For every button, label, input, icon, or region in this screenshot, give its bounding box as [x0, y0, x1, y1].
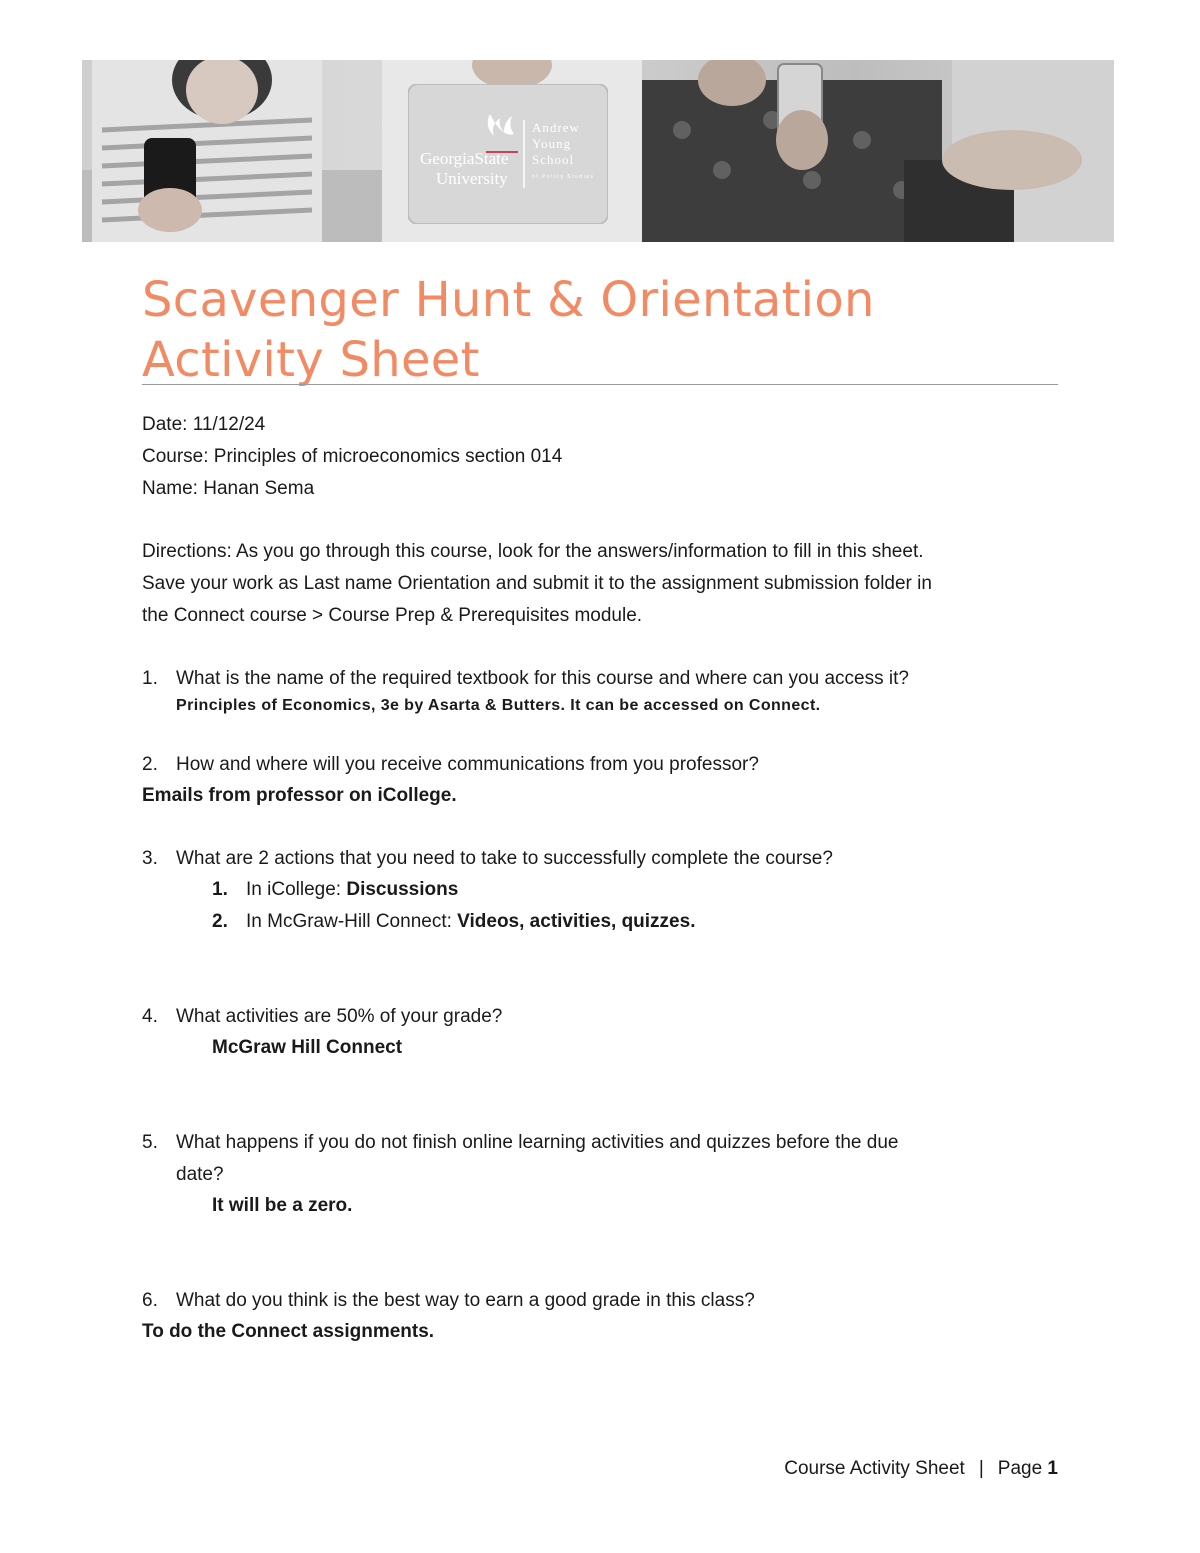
directions-line-1: Directions: As you go through this course, look for the answers/information to fill in this sheet. — [142, 541, 924, 562]
question-4-number: 4. — [142, 1006, 158, 1027]
logo-text-young: Young — [532, 136, 572, 151]
answer-5: It will be a zero. — [212, 1195, 353, 1216]
question-5 — [142, 1132, 898, 1154]
logo-text-school: School — [532, 152, 575, 167]
question-2 — [142, 754, 759, 776]
logo-text-university: University — [436, 169, 508, 188]
answer-1: Principles of Economics, 3e by Asarta & Butters. It can be accessed on Connect. — [176, 697, 821, 714]
subitem-1-answer: Discussions — [346, 879, 459, 900]
answer-2: Emails from professor on iCollege. — [142, 785, 457, 806]
subitem-2-label: In McGraw-Hill Connect: — [246, 911, 458, 932]
question-5-text-line-2: date? — [176, 1164, 224, 1185]
question-1-text: What is the name of the required textbook for this course and where can you access it? — [176, 668, 909, 689]
question-3-subitem-1 — [212, 879, 458, 901]
logo-text-andrew: Andrew — [532, 120, 580, 135]
question-4-text: What activities are 50% of your grade? — [176, 1006, 503, 1027]
question-6-text: What do you think is the best way to earn a good grade in this class? — [176, 1290, 755, 1311]
footer-label: Course Activity Sheet — [784, 1458, 965, 1479]
question-5-number: 5. — [142, 1132, 158, 1153]
footer-page-label: Page — [997, 1458, 1043, 1479]
footer-separator: | — [978, 1458, 984, 1479]
question-3 — [142, 848, 833, 870]
logo-text-georgia-state: GeorgiaState — [420, 149, 509, 168]
name-line: Name: Hanan Sema — [142, 478, 315, 499]
title-line-1: Scavenger Hunt & Orientation — [142, 272, 875, 328]
subitem-1-label: In iCollege: — [246, 879, 347, 900]
course-line: Course: Principles of microeconomics section 014 — [142, 446, 563, 467]
answer-6: To do the Connect assignments. — [142, 1321, 435, 1342]
question-3-number: 3. — [142, 848, 158, 869]
page-title — [142, 270, 875, 390]
date-line: Date: 11/12/24 — [142, 414, 266, 435]
directions-line-2: Save your work as Last name Orientation and submit it to the assignment submission folder in — [142, 573, 932, 594]
question-1-number: 1. — [142, 668, 158, 689]
gsu-ays-logo — [408, 84, 608, 224]
question-5-text-line-1: What happens if you do not finish online learning activities and quizzes before the due — [176, 1132, 899, 1153]
question-6-number: 6. — [142, 1290, 158, 1311]
subitem-2-answer: Videos, activities, quizzes. — [457, 911, 696, 932]
page-footer — [784, 1458, 1058, 1480]
title-underline-rule — [142, 384, 1058, 385]
question-4 — [142, 1006, 502, 1028]
question-2-number: 2. — [142, 754, 158, 775]
question-3-text: What are 2 actions that you need to take to successfully complete the course? — [176, 848, 833, 869]
logo-text-policy-studies: of Policy Studies — [532, 174, 595, 180]
question-6 — [142, 1290, 755, 1312]
answer-4: McGraw Hill Connect — [212, 1037, 403, 1058]
footer-page-number: 1 — [1047, 1458, 1058, 1479]
question-2-text: How and where will you receive communications from you professor? — [176, 754, 759, 775]
question-1 — [142, 668, 909, 690]
directions-line-3: the Connect course > Course Prep & Prerequisites module. — [142, 605, 643, 626]
title-line-2: Activity Sheet — [142, 332, 480, 388]
question-3-subitem-2 — [212, 911, 695, 933]
subitem-2-number: 2. — [212, 911, 228, 932]
subitem-1-number: 1. — [212, 879, 228, 900]
